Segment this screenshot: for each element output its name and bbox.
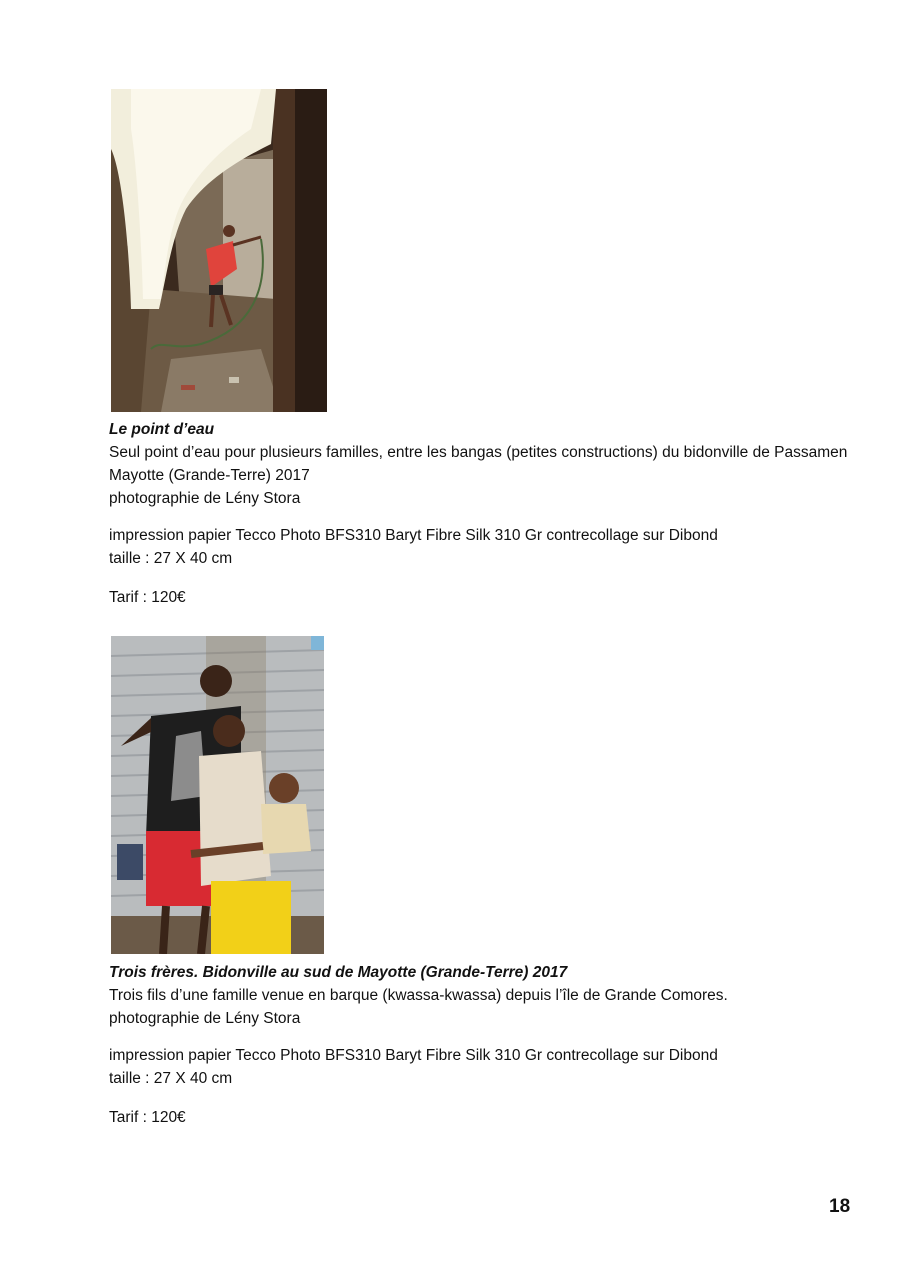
page-number: 18 xyxy=(829,1196,851,1217)
work-2-size: taille : 27 X 40 cm xyxy=(109,1070,233,1087)
work-2-price: Tarif : 120€ xyxy=(109,1109,186,1126)
work-2-description: Trois fils d’une famille venue en barque (kwassa-kwassa) depuis l’île de Grande Comores. xyxy=(109,987,728,1004)
work-2-caption xyxy=(109,961,728,1030)
work-1-caption xyxy=(109,418,847,510)
work-1-location: Mayotte (Grande-Terre) 2017 xyxy=(109,467,310,484)
work-1-size: taille : 27 X 40 cm xyxy=(109,550,233,567)
work-1-price-block xyxy=(109,586,186,609)
work-2-print: impression papier Tecco Photo BFS310 Baryt Fibre Silk 310 Gr contrecollage sur Dibond xyxy=(109,1047,718,1064)
work-1-credit: photographie de Lény Stora xyxy=(109,490,301,507)
photo-le-point-deau xyxy=(111,89,327,412)
work-1-description: Seul point d’eau pour plusieurs familles, entre les bangas (petites constructions) du bidonville de Passamen xyxy=(109,444,848,461)
work-2-price-block xyxy=(109,1106,186,1129)
work-2-title: Trois frères. Bidonville au sud de Mayotte (Grande-Terre) 2017 xyxy=(109,964,568,981)
work-1-price: Tarif : 120€ xyxy=(109,589,186,606)
work-2-credit: photographie de Lény Stora xyxy=(109,1010,301,1027)
photo-trois-freres xyxy=(111,636,324,954)
work-1-print: impression papier Tecco Photo BFS310 Baryt Fibre Silk 310 Gr contrecollage sur Dibond xyxy=(109,527,718,544)
work-2-specs xyxy=(109,1044,718,1090)
work-1-title: Le point d’eau xyxy=(109,421,215,438)
work-1-specs xyxy=(109,524,718,570)
